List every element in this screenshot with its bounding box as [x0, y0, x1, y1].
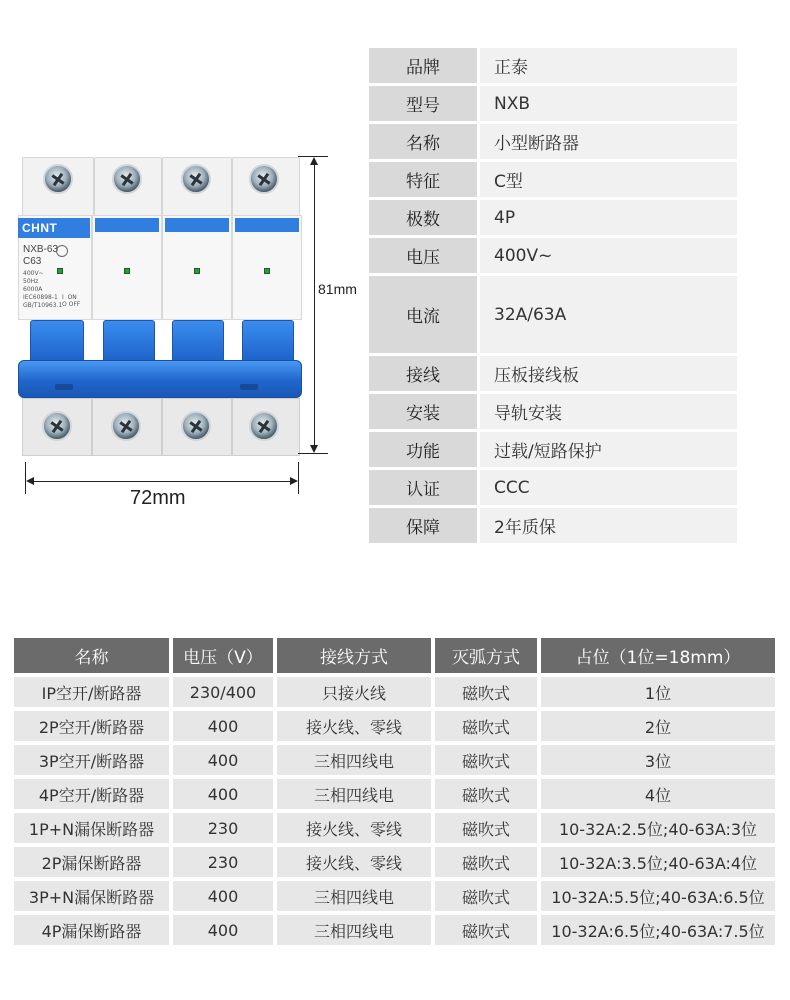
- blue-strip: [165, 218, 229, 232]
- table-cell: 400: [173, 745, 273, 775]
- blue-strip: [95, 218, 159, 232]
- screw-icon: [43, 164, 73, 194]
- table-row: [14, 915, 775, 945]
- spec-table: [369, 48, 737, 546]
- screw-icon: [249, 164, 279, 194]
- table-cell: 1P+N漏保断路器: [14, 813, 169, 843]
- dimension-tick: [298, 462, 299, 494]
- toggle-lever: [103, 320, 155, 362]
- toggle-lever: [30, 320, 84, 362]
- table-cell: 230: [173, 847, 273, 877]
- spec-value: 小型断路器: [480, 124, 737, 159]
- spec-line: IEC60898-1: [23, 294, 58, 301]
- arrow-left-icon: [26, 477, 34, 485]
- spec-value: CCC: [480, 470, 737, 505]
- comparison-table: [14, 638, 775, 949]
- table-cell: 230/400: [173, 677, 273, 707]
- table-cell: 磁吹式: [435, 881, 537, 911]
- dimension-tick: [298, 453, 328, 454]
- table-cell: 只接火线: [277, 677, 431, 707]
- spec-row: [369, 238, 737, 273]
- table-cell: 接火线、零线: [277, 711, 431, 741]
- arrow-up-icon: [310, 157, 318, 165]
- table-cell: 400: [173, 915, 273, 945]
- spec-line: 400V~: [23, 270, 44, 277]
- column-header: 占位（1位=18mm）: [541, 638, 775, 673]
- table-cell: 三相四线电: [277, 915, 431, 945]
- spec-value: 2年质保: [480, 508, 737, 543]
- table-cell: 接火线、零线: [277, 847, 431, 877]
- spec-key: 名称: [369, 124, 477, 159]
- table-cell: 400: [173, 779, 273, 809]
- indicator-icon: [194, 268, 200, 274]
- spec-key: 型号: [369, 86, 477, 121]
- spec-key: 极数: [369, 200, 477, 235]
- table-cell: 2P漏保断路器: [14, 847, 169, 877]
- toggle-lever: [242, 320, 294, 362]
- spec-value: 400V~: [480, 238, 737, 273]
- table-cell: 1位: [541, 677, 775, 707]
- arrow-down-icon: [310, 445, 318, 453]
- spec-value: NXB: [480, 86, 737, 121]
- table-cell: 230: [173, 813, 273, 843]
- spec-value: 32A/63A: [480, 276, 737, 353]
- spec-line: 6000A: [23, 286, 43, 293]
- table-row: [14, 677, 775, 707]
- table-cell: 10-32A:3.5位;40-63A:4位: [541, 847, 775, 877]
- spec-key: 安装: [369, 394, 477, 429]
- spec-row: [369, 276, 737, 353]
- table-row: [14, 881, 775, 911]
- width-dimension-line: [30, 481, 294, 482]
- table-header-row: [14, 638, 775, 673]
- screw-icon: [111, 411, 141, 441]
- table-cell: 3P+N漏保断路器: [14, 881, 169, 911]
- table-cell: 400: [173, 711, 273, 741]
- product-image: [0, 0, 370, 600]
- spec-value: 过载/短路保护: [480, 432, 737, 467]
- table-row: [14, 847, 775, 877]
- blue-strip: [235, 218, 299, 232]
- table-cell: 三相四线电: [277, 881, 431, 911]
- spec-key: 电压: [369, 238, 477, 273]
- height-dimension-line: [314, 162, 315, 448]
- spec-row: [369, 508, 737, 543]
- spec-row: [369, 394, 737, 429]
- indicator-icon: [124, 268, 130, 274]
- table-row: [14, 711, 775, 741]
- on-off-label: I ON O OFF: [62, 294, 81, 308]
- spec-value: 导轨安装: [480, 394, 737, 429]
- spec-value: 压板接线板: [480, 356, 737, 391]
- screw-icon: [112, 164, 142, 194]
- table-cell: 磁吹式: [435, 711, 537, 741]
- table-cell: 磁吹式: [435, 677, 537, 707]
- handle-slot: [240, 384, 258, 390]
- column-header: 名称: [14, 638, 169, 673]
- table-cell: 10-32A:6.5位;40-63A:7.5位: [541, 915, 775, 945]
- spec-key: 功能: [369, 432, 477, 467]
- table-cell: 三相四线电: [277, 745, 431, 775]
- spec-key: 电流: [369, 276, 477, 353]
- handle-slot: [55, 384, 73, 390]
- indicator-icon: [57, 268, 63, 274]
- table-cell: 4P空开/断路器: [14, 779, 169, 809]
- column-header: 电压（V）: [173, 638, 273, 673]
- rating-label: C63: [23, 256, 42, 267]
- spec-line: GB/T10963.1: [23, 302, 63, 309]
- spec-row: [369, 470, 737, 505]
- table-row: [14, 813, 775, 843]
- height-label: 81mm: [318, 281, 357, 297]
- brand-logo: CHNT: [22, 221, 58, 235]
- spec-row: [369, 356, 737, 391]
- model-label: NXB-63: [23, 244, 59, 255]
- screw-icon: [42, 411, 72, 441]
- ccc-mark-icon: [56, 245, 68, 257]
- width-label: 72mm: [130, 487, 186, 509]
- indicator-icon: [264, 268, 270, 274]
- spec-value: C型: [480, 162, 737, 197]
- table-cell: 3P空开/断路器: [14, 745, 169, 775]
- table-cell: 磁吹式: [435, 745, 537, 775]
- spec-key: 特征: [369, 162, 477, 197]
- column-header: 接线方式: [277, 638, 431, 673]
- table-cell: 10-32A:5.5位;40-63A:6.5位: [541, 881, 775, 911]
- table-cell: 磁吹式: [435, 915, 537, 945]
- table-cell: 4位: [541, 779, 775, 809]
- spec-row: [369, 48, 737, 83]
- table-cell: 4P漏保断路器: [14, 915, 169, 945]
- spec-line: 50Hz: [23, 278, 39, 285]
- table-cell: 10-32A:2.5位;40-63A:3位: [541, 813, 775, 843]
- table-cell: 400: [173, 881, 273, 911]
- table-cell: 磁吹式: [435, 847, 537, 877]
- spec-row: [369, 124, 737, 159]
- table-cell: 磁吹式: [435, 779, 537, 809]
- screw-icon: [249, 411, 279, 441]
- spec-value: 正泰: [480, 48, 737, 83]
- column-header: 灭弧方式: [435, 638, 537, 673]
- table-cell: 3位: [541, 745, 775, 775]
- spec-value: 4P: [480, 200, 737, 235]
- table-cell: 接火线、零线: [277, 813, 431, 843]
- table-cell: 2位: [541, 711, 775, 741]
- spec-key: 品牌: [369, 48, 477, 83]
- screw-icon: [181, 164, 211, 194]
- table-cell: 2P空开/断路器: [14, 711, 169, 741]
- arrow-right-icon: [290, 477, 298, 485]
- spec-row: [369, 162, 737, 197]
- spec-row: [369, 86, 737, 121]
- table-row: [14, 745, 775, 775]
- handle-bar: [18, 360, 302, 398]
- spec-row: [369, 200, 737, 235]
- table-cell: IP空开/断路器: [14, 677, 169, 707]
- table-cell: 三相四线电: [277, 779, 431, 809]
- spec-key: 认证: [369, 470, 477, 505]
- table-cell: 磁吹式: [435, 813, 537, 843]
- spec-row: [369, 432, 737, 467]
- table-row: [14, 779, 775, 809]
- spec-key: 接线: [369, 356, 477, 391]
- screw-icon: [181, 411, 211, 441]
- toggle-lever: [172, 320, 224, 362]
- spec-key: 保障: [369, 508, 477, 543]
